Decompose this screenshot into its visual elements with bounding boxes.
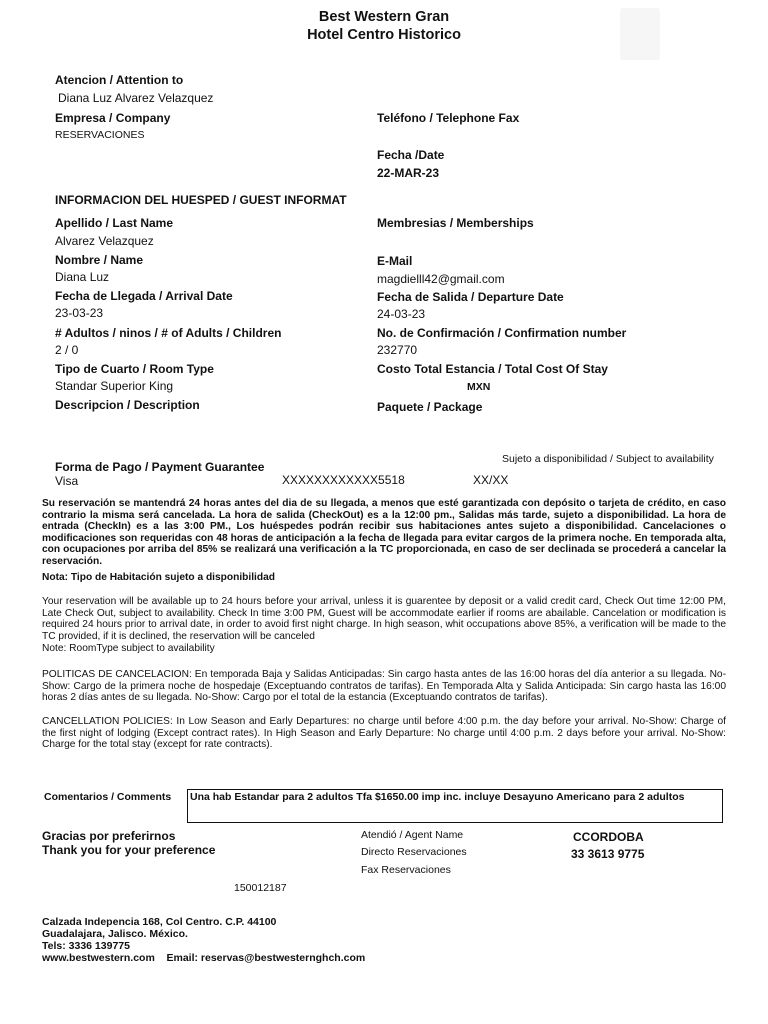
last-name-label: Apellido / Last Name [55, 216, 174, 230]
adults-children-value: 2 / 0 [55, 343, 79, 357]
footer-web-email[interactable]: www.bestwestern.com Email: reservas@bestwesternghch.com [42, 952, 366, 964]
total-cost-label: Costo Total Estancia / Total Cost Of Stay [377, 362, 608, 376]
hotel-name-line2: Hotel Centro Historico [307, 27, 461, 43]
policy-es-note: Nota: Tipo de Habitación sujeto a disponibilidad [42, 572, 276, 583]
memberships-label: Membresias / Memberships [377, 216, 534, 230]
attention-value: Diana Luz Alvarez Velazquez [58, 91, 214, 105]
name-label: Nombre / Name [55, 253, 144, 267]
arrival-value: 23-03-23 [55, 306, 104, 320]
guest-section-title: INFORMACION DEL HUESPED / GUEST INFORMAT [55, 193, 347, 207]
email-label: E-Mail [377, 254, 413, 268]
departure-label: Fecha de Salida / Departure Date [377, 290, 564, 304]
room-type-label: Tipo de Cuarto / Room Type [55, 362, 214, 376]
agent-phone-value: 33 3613 9775 [571, 847, 645, 861]
telephone-fax-label: Teléfono / Telephone Fax [377, 111, 520, 125]
company-label: Empresa / Company [55, 111, 171, 125]
thanks-en: Thank you for your preference [42, 843, 216, 857]
policy-es-cancel: POLITICAS DE CANCELACION: En temporada Baja y Salidas Anticipadas: Sin cargo hasta antes de las 16:00 horas del día anterior a su llegada. No-Show: Cargo de la primera noche de hospedaje (Exceptuando contratos de tarifas). En Temporada Alta y Salida Anticipada: Sin cargo hasta las 16:00 horas 2 días antes de su llegada. No-Show: Cargo por el total de la estancia (Exceptuando contratos de tarifas). [42, 669, 726, 704]
confirmation-label: No. de Confirmación / Confirmation number [377, 326, 627, 340]
card-number: XXXXXXXXXXXX5518 [282, 473, 405, 487]
payment-method: Visa [55, 474, 79, 488]
departure-value: 24-03-23 [377, 307, 426, 321]
comments-value: Una hab Estandar para 2 adultos Tfa $1650.00 imp inc. incluye Desayuno Americano para 2 adultos [190, 791, 685, 803]
thanks-es: Gracias por preferirnos [42, 829, 176, 843]
hotel-name-line1: Best Western Gran [318, 9, 450, 25]
comments-label: Comentarios / Comments [44, 791, 172, 803]
card-expiry: XX/XX [473, 473, 509, 487]
hotel-logo [620, 8, 660, 60]
date-value: 22-MAR-23 [377, 166, 440, 180]
package-label: Paquete / Package [377, 400, 483, 414]
last-name-value: Alvarez Velazquez [55, 234, 154, 248]
policy-es-hold: Su reservación se mantendrá 24 horas antes del dia de su llegada, a menos que esté garantizada con depósito o tarjeta de crédito, en caso contrario la misma será cancelada. La hora de salida (CheckOut) es a la 12:00 pm., Salidas más tarde, sujeto a disponibilidad. La hora de entrada (CheckIn) es a las 3:00 PM., Los huéspedes podrán recibir sus habitaciones antes sujeto a disponibilidad. Cancelaciones o modificaciones son requeridas con 48 horas de anticipación a la fecha de llegada para evitar cargos de la primera noche. En temporada alta, con ocupaciones por arriba del 85% se realizará una verificación a la TC proporcionada, en caso de ser declinada se procederá a cancelar la reservación. [42, 498, 726, 567]
agent-name-value: CCORDOBA [573, 830, 644, 844]
reference-code: 150012187 [234, 882, 287, 894]
comments-box [187, 789, 723, 823]
direct-reservations-label: Directo Reservaciones [361, 846, 467, 858]
footer-address-line2: Guadalajara, Jalisco. México. [42, 928, 188, 940]
arrival-label: Fecha de Llegada / Arrival Date [55, 289, 233, 303]
footer-address-line1: Calzada Indepencia 168, Col Centro. C.P. 44100 [42, 916, 277, 928]
policy-en-hold: Your reservation will be available up to 24 hours before your arrival, unless it is guarentee by deposit or a valid credit card, Check Out time 12:00 PM, Late Check Out, subject to availability. Check In time 3:00 PM, Guest will be accommodate earlier if rooms are abailable. Cancelation or modification is required 24 hours prior to arrival date, in order to avoid first night charge. In high season, whit occupations above 85%, a verification will be made to the TC provided, if it is declined, the reservation will be canceled [42, 596, 726, 642]
footer-tels: Tels: 3336 139775 [42, 940, 130, 952]
company-value: RESERVACIONES [55, 129, 145, 141]
name-value: Diana Luz [55, 270, 110, 284]
fax-reservations-label: Fax Reservaciones [361, 864, 451, 876]
email-value: magdielll42@gmail.com [377, 272, 505, 286]
total-cost-currency: MXN [467, 381, 491, 393]
availability-note: Sujeto a disponibilidad / Subject to availability [502, 453, 714, 465]
attention-label: Atencion / Attention to [55, 73, 184, 87]
payment-label: Forma de Pago / Payment Guarantee [55, 460, 265, 474]
description-label: Descripcion / Description [55, 398, 200, 412]
adults-children-label: # Adultos / ninos / # of Adults / Children [55, 326, 282, 340]
room-type-value: Standar Superior King [55, 379, 174, 393]
policy-en-note: Note: RoomType subject to availability [42, 643, 215, 654]
agent-name-label: Atendió / Agent Name [361, 829, 464, 841]
policy-en-cancel: CANCELLATION POLICIES: In Low Season and Early Departures: no charge until before 4:00 p.m. the day before your arrival. No-Show: Charge of the first night of lodging (Except contract rates). In High Season and Early Departure: No charge until 4:00 p.m. 2 days before your arrival. No-Show: Charge for the total stay (except for rate contracts). [42, 716, 726, 751]
date-label: Fecha /Date [377, 148, 445, 162]
confirmation-value: 232770 [377, 343, 418, 357]
